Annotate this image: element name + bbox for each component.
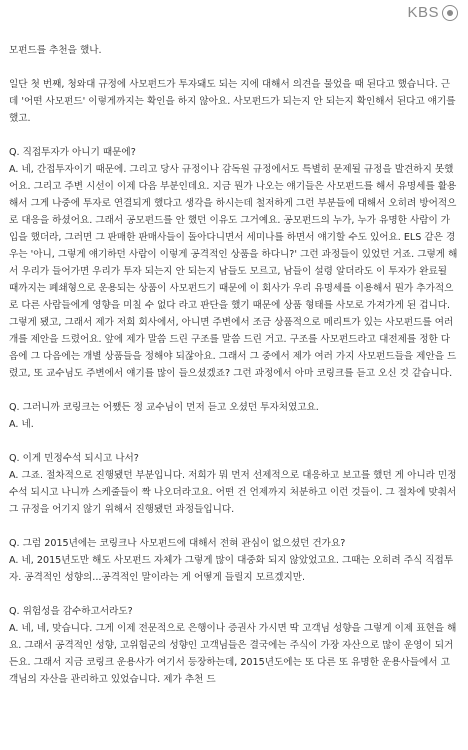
answer: A. 네, 네, 맞습니다. 그게 이제 전문적으로 은행이나 증권사 가시면 딱 고객님 성향을 그렇게 이제 표현을 해요. 그래서 공격적인 성향, 고위험군의 성향인 고객님들은 결국에는 주식이 가장 자산으로 많이 운영이 되거든요. 그래서 지금 코링크 운용사가 여기서 등장하는데, 2015년도에는 또 다른 또 유명한 운용사들에서 고객님의 자산을 관리하고 있었습니다. 제가 추천 드 xyxy=(9,623,457,685)
kbs-logo xyxy=(407,4,458,21)
logo-text: KBS xyxy=(407,4,439,21)
paragraph: 일단 첫 번째, 청와대 규정에 사모펀드가 투자돼도 되는 지에 대해서 의견을 물었을 때 된다고 했습니다. 근데 '어떤 사모펀드' 이렇게까지는 확인을 하지 않아요. 사모펀드가 되는지 안 되는지 확인해서 된다고 얘기를 했고. xyxy=(9,79,456,124)
answer: A. 네, 간접투자이기 때문에. 그리고 당사 규정이나 감독원 규정에서도 특별히 문제될 규정을 발견하지 못했어요. 그리고 주변 시선이 이제 다음 부분인데요. 지금 뭔가 나오는 얘기들은 사모펀드를 해서 유명세를 활용해서 그게 나중에 투자로 연결되게 했다고 생각을 하시는데 철저하게 그런 부분들에 대해서 오히려 방어적으로 대응을 하셨어요. 그래서 공모펀드를 안 했던 이유도 그거예요. 공모펀드의 누가, 누가 유명한 사람이 가입을 했더라, 그러면 그 판매한 판매사들이 돌아다니면서 세미나를 하면서 얘기할 수도 있어요. ELS 같은 경우는 '아니, 그렇게 얘기하던 사람이 이렇게 공격적인 상품을 하다니?' 그런 과정들이 있었던 거죠. 그렇게 해서 우리가 들어가면 우리가 투자 되는지 안 되는지 남들도 모르고, 남들이 설령 알더라도 이 투자가 완료될 때까지는 폐쇄형으로 운용되는 상품이 사모펀드기 때문에 이 회사가 우리 유명세를 이용해서 뭔가 추가적으로 다른 사람들에게 영향을 미칠 수 없다 라고 판단을 했기 때문에 상품 형태를 사모로 가져가게 된 겁니다. 그렇게 됐고, 그래서 제가 저희 회사에서, 아니면 주변에서 조금 상품적으로 메리트가 있는 사모펀드를 여러 개를 제안을 드렸어요. 앞에 제가 말씀 드린 구조를 말씀 드린 거고. 구조를 사모펀드라고 대전제를 정한 다음에 그 다음에는 개별 상품들을 정해야 되잖아요. 그래서 그 중에서 제가 여러 가지 사모펀드들을 제안을 드렸고, 또 교수님도 주변에서 얘기를 많이 들으셨겠죠? 그런 과정에서 아마 코링크를 듣고 오신 것 같습니다. xyxy=(9,164,458,379)
article-body xyxy=(9,42,459,688)
answer: A. 네, 2015년도만 해도 사모펀드 자체가 그렇게 많이 대중화 되지 않았었고요. 그때는 오히려 주식 직접투자. 공격적인 성향의...공격적인 말이라는 게 어떻게 들릴지 모르겠지만. xyxy=(9,555,454,583)
answer: A. 그죠. 절차적으로 진행됐던 부분입니다. 저희가 뭐 먼저 선제적으로 대응하고 보고를 했던 게 아니라 민정수석 되시고 나니까 스케줄들이 짝 나오더라고요. 어떤 건 언제까지 처분하고 이런 것들이. 그 절차에 맞춰서 그 규정을 어기지 않기 위해서 진행됐던 과정들입니다. xyxy=(9,470,457,515)
question: Q. 위험성을 감수하고서라도? xyxy=(9,606,133,617)
paragraph: 모펀드를 추천을 했나. xyxy=(9,45,102,56)
question: Q. 직접투자가 아니기 때문에? xyxy=(9,147,136,158)
page-header xyxy=(0,0,468,28)
question: Q. 그럼 2015년에는 코링크나 사모펀드에 대해서 전혀 관심이 없으셨던 건가요? xyxy=(9,538,346,549)
answer: A. 네. xyxy=(9,419,34,430)
question: Q. 그러니까 코링크는 어쨌든 정 교수님이 먼저 듣고 오셨던 투자처였고요. xyxy=(9,402,319,413)
kbs-eye-icon xyxy=(442,5,458,21)
question: Q. 이게 민정수석 되시고 나서? xyxy=(9,453,139,464)
